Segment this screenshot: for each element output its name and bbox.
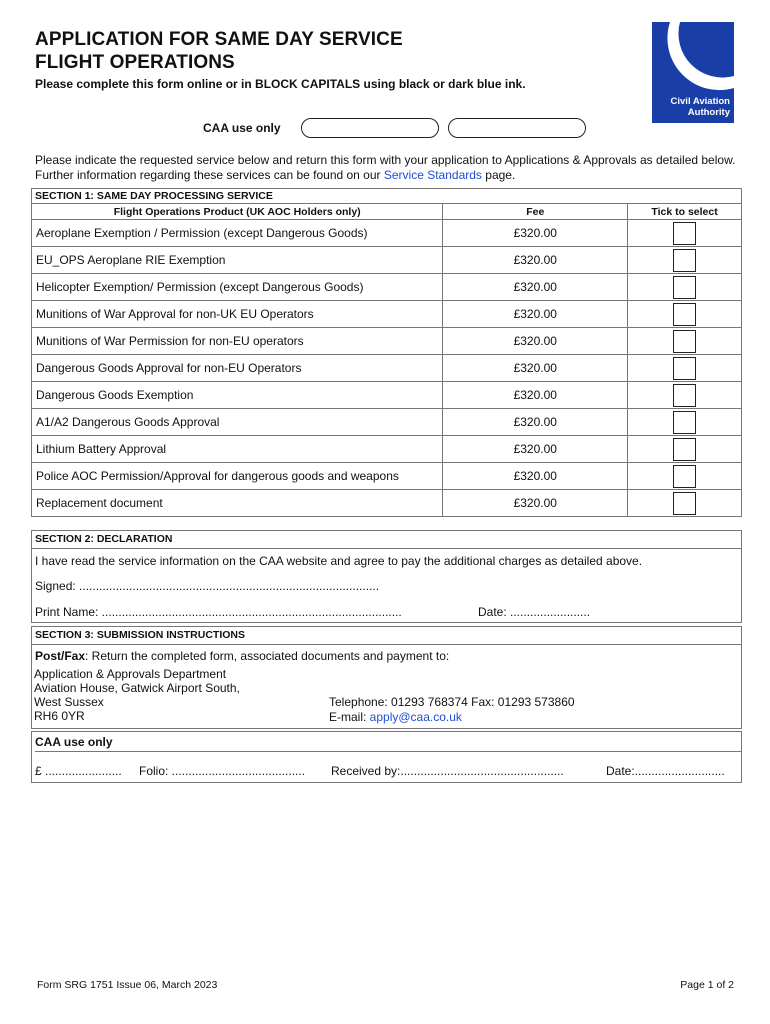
col-tick-header: Tick to select bbox=[628, 204, 742, 220]
product-name: Aeroplane Exemption / Permission (except Dangerous Goods) bbox=[32, 220, 443, 247]
table-row bbox=[32, 328, 742, 355]
section2-title: SECTION 2: DECLARATION bbox=[32, 531, 741, 549]
product-fee: £320.00 bbox=[443, 409, 628, 436]
table-row bbox=[32, 247, 742, 274]
product-name: Dangerous Goods Approval for non-EU Operators bbox=[32, 355, 443, 382]
email-line bbox=[329, 710, 462, 724]
pound-field[interactable]: £ ....................... bbox=[35, 764, 122, 778]
product-fee: £320.00 bbox=[443, 463, 628, 490]
postal-address bbox=[34, 667, 240, 723]
product-fee: £320.00 bbox=[443, 328, 628, 355]
caa-office-title: CAA use only bbox=[35, 735, 113, 749]
declaration-date-field[interactable]: Date: ........................ bbox=[478, 605, 591, 619]
table-row bbox=[32, 220, 742, 247]
tick-checkbox[interactable] bbox=[673, 465, 696, 488]
address-line: RH6 0YR bbox=[34, 709, 85, 723]
signed-field[interactable]: Signed: .......................................................................................... bbox=[35, 579, 380, 593]
table-row bbox=[32, 463, 742, 490]
caa-use-field-1[interactable] bbox=[301, 118, 439, 138]
address-line: Aviation House, Gatwick Airport South, bbox=[34, 681, 240, 695]
tick-checkbox[interactable] bbox=[673, 492, 696, 515]
product-name: Replacement document bbox=[32, 490, 443, 517]
product-name: Munitions of War Permission for non-EU operators bbox=[32, 328, 443, 355]
product-fee: £320.00 bbox=[443, 490, 628, 517]
table-row bbox=[32, 382, 742, 409]
table-row bbox=[32, 409, 742, 436]
folio-field[interactable]: Folio: ........................................ bbox=[139, 764, 306, 778]
tick-checkbox[interactable] bbox=[673, 222, 696, 245]
product-name: Helicopter Exemption/ Permission (except Dangerous Goods) bbox=[32, 274, 443, 301]
product-name: Dangerous Goods Exemption bbox=[32, 382, 443, 409]
section3-title: SECTION 3: SUBMISSION INSTRUCTIONS bbox=[32, 627, 741, 645]
product-fee: £320.00 bbox=[443, 247, 628, 274]
postfax-line bbox=[35, 649, 449, 663]
tick-checkbox[interactable] bbox=[673, 330, 696, 353]
tick-checkbox[interactable] bbox=[673, 303, 696, 326]
form-reference: Form SRG 1751 Issue 06, March 2023 bbox=[37, 979, 218, 991]
intro-paragraph bbox=[35, 153, 745, 183]
telephone-fax: Telephone: 01293 768374 Fax: 01293 573860 bbox=[329, 695, 575, 709]
caa-use-field-2[interactable] bbox=[448, 118, 586, 138]
table-row bbox=[32, 301, 742, 328]
table-row bbox=[32, 355, 742, 382]
address-line: West Sussex bbox=[34, 695, 104, 709]
product-fee: £320.00 bbox=[443, 220, 628, 247]
tick-checkbox[interactable] bbox=[673, 384, 696, 407]
print-name-field[interactable]: Print Name: .......................................................................................... bbox=[35, 605, 402, 619]
product-name: A1/A2 Dangerous Goods Approval bbox=[32, 409, 443, 436]
product-fee: £320.00 bbox=[443, 382, 628, 409]
product-fee: £320.00 bbox=[443, 301, 628, 328]
tick-checkbox[interactable] bbox=[673, 411, 696, 434]
section1-table bbox=[31, 188, 742, 517]
product-name: Police AOC Permission/Approval for dangerous goods and weapons bbox=[32, 463, 443, 490]
product-name: Lithium Battery Approval bbox=[32, 436, 443, 463]
logo-line-2: Authority bbox=[687, 107, 730, 118]
tick-checkbox[interactable] bbox=[673, 276, 696, 299]
office-date-field[interactable]: Date:........................... bbox=[606, 764, 725, 778]
caa-use-label: CAA use only bbox=[203, 121, 281, 135]
table-row bbox=[32, 490, 742, 517]
table-row bbox=[32, 274, 742, 301]
table-row bbox=[32, 436, 742, 463]
postfax-text: : Return the completed form, associated documents and payment to: bbox=[85, 649, 450, 663]
section3-submission bbox=[31, 626, 742, 729]
email-link[interactable]: apply@caa.co.uk bbox=[369, 710, 462, 724]
intro-text: Please indicate the requested service below and return this form with your application to Applications & Approvals as detailed below. Further information regarding these services can be found on our bbox=[35, 153, 736, 182]
product-fee: £320.00 bbox=[443, 355, 628, 382]
service-standards-link[interactable]: Service Standards bbox=[383, 168, 482, 182]
section1-title: SECTION 1: SAME DAY PROCESSING SERVICE bbox=[32, 189, 742, 204]
title-line-2: FLIGHT OPERATIONS bbox=[35, 52, 235, 73]
page-number: Page 1 of 2 bbox=[680, 979, 734, 991]
received-by-field[interactable]: Received by:................................................. bbox=[331, 764, 564, 778]
form-title bbox=[35, 28, 403, 74]
product-fee: £320.00 bbox=[443, 436, 628, 463]
intro-text-end: page. bbox=[481, 168, 516, 182]
col-product-header: Flight Operations Product (UK AOC Holders only) bbox=[32, 204, 443, 220]
product-fee: £320.00 bbox=[443, 274, 628, 301]
postfax-label: Post/Fax bbox=[35, 649, 86, 663]
tick-checkbox[interactable] bbox=[673, 357, 696, 380]
product-name: Munitions of War Approval for non-UK EU Operators bbox=[32, 301, 443, 328]
form-subtitle: Please complete this form online or in BLOCK CAPITALS using black or dark blue ink. bbox=[35, 77, 526, 91]
address-line: Application & Approvals Department bbox=[34, 667, 227, 681]
section2-declaration bbox=[31, 530, 742, 623]
col-fee-header: Fee bbox=[443, 204, 628, 220]
logo-line-1: Civil Aviation bbox=[670, 96, 730, 107]
email-label: E-mail: bbox=[329, 710, 370, 724]
tick-checkbox[interactable] bbox=[673, 438, 696, 461]
caa-logo bbox=[652, 22, 734, 123]
tick-checkbox[interactable] bbox=[673, 249, 696, 272]
product-name: EU_OPS Aeroplane RIE Exemption bbox=[32, 247, 443, 274]
declaration-text: I have read the service information on the CAA website and agree to pay the additional charges as detailed above. bbox=[35, 554, 643, 568]
title-line-1: APPLICATION FOR SAME DAY SERVICE bbox=[35, 29, 403, 50]
caa-office-use bbox=[31, 731, 742, 783]
